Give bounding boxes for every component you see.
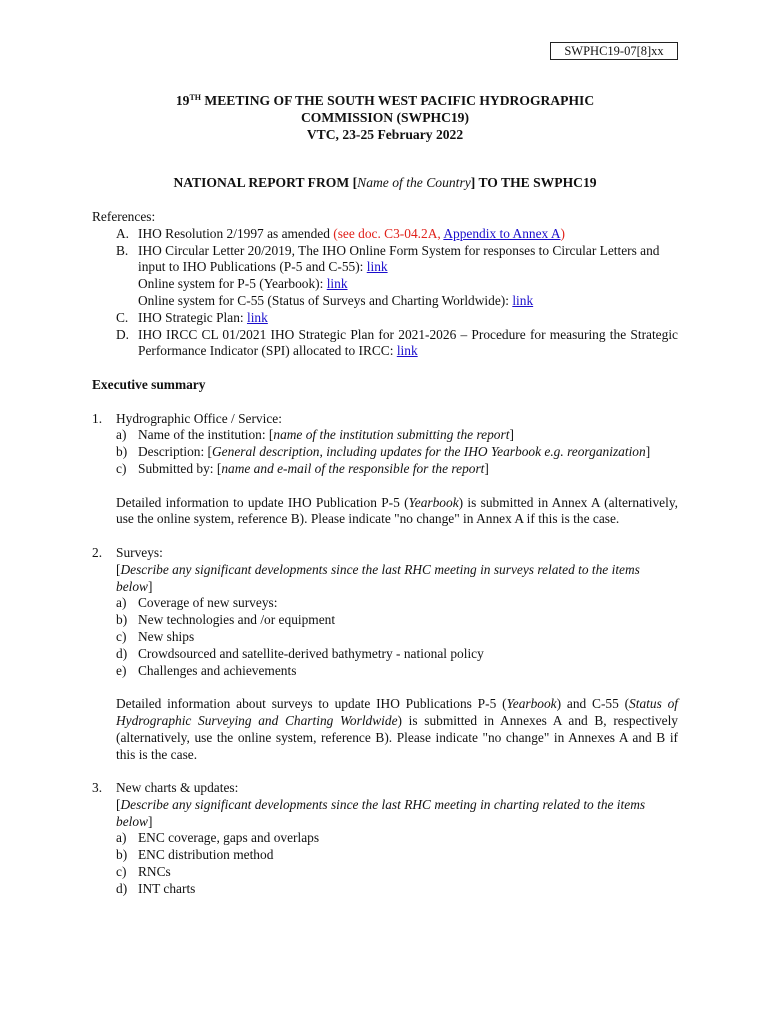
yearbook-title: Yearbook [506,696,557,712]
item-label: c) [116,460,127,476]
section-title: Hydrographic Office / Service: [116,410,282,426]
reference-label: B. [116,242,129,258]
item-text: Submitted by: [ [138,460,222,476]
item-label: b) [116,444,128,460]
item-label: e) [116,662,127,678]
section-2-note: [Describe any significant developments since the last RHC meeting in surveys related to the items below] [116,561,640,594]
list-item [92,663,678,680]
item-text: Challenges and achievements [138,662,297,678]
reference-a-note-close: ) [560,225,565,241]
circular-letter-link[interactable]: link [366,259,388,275]
item-text: INT charts [138,880,196,896]
document-reference: SWPHC19-07[8]xx [550,42,678,60]
item-text: Crowdsourced and satellite-derived bathymetry - national policy [138,645,484,661]
item-placeholder: name and e-mail of the responsible for the report [221,460,485,476]
list-item [92,646,678,663]
item-label: b) [116,612,128,628]
header-line-3: VTC, 23-25 February 2022 [306,127,464,142]
header-line-2: COMMISSION (SWPHC19) [300,110,470,125]
section-number: 3. [92,780,103,796]
list-item [92,612,678,629]
reference-b-text-block [138,243,678,277]
reference-a-text: IHO Resolution 2/1997 as amended [138,225,334,241]
c55-title: Status of Hydrographic Surveying and Charting Worldwide [116,696,678,728]
report-title [60,175,710,192]
list-item [92,595,678,612]
item-text: New technologies and /or equipment [138,612,336,628]
reference-d-text: IHO IRCC CL 01/2021 IHO Strategic Plan for 2021-2026 – Procedure for measuring the Strategic Performance Indicator (SPI) allocated to IRCC: [138,326,678,359]
list-item [92,864,678,881]
strategic-plan-link[interactable]: link [246,309,268,325]
reference-b [92,243,678,310]
p5-online-link[interactable]: link [326,276,348,292]
section-note: Describe any significant developments since the last RHC meeting in surveys related to the items below [116,561,640,594]
ircc-link[interactable]: link [396,343,418,359]
reference-label: C. [116,309,129,325]
item-bracket: ] [484,460,489,476]
item-label: c) [116,628,127,644]
section-1-title [92,411,678,428]
item-label: b) [116,847,128,863]
section-3-note: [Describe any significant developments since the last RHC meeting in charting related to the items below] [116,796,646,829]
item-label: a) [116,595,127,611]
item-label: d) [116,880,128,896]
reference-label: A. [116,225,130,241]
document-body [92,209,678,898]
section-1-item-b [92,444,678,461]
reference-a [92,226,678,243]
executive-summary-heading: Executive summary [92,376,206,392]
list-item [92,830,678,847]
item-label: a) [116,427,127,443]
item-placeholder: name of the institution submitting the report [273,427,510,443]
item-text: Coverage of new surveys: [138,595,278,611]
item-text: Description: [ [138,444,213,460]
appendix-link[interactable]: Appendix to Annex A [443,225,561,241]
c55-online-text: Online system for C-55 (Status of Surveys and Charting Worldwide): [138,292,513,308]
reference-a-note: (see doc. C3-04.2A, [333,225,444,241]
detail-text: ) is submitted in Annex A (alternatively, use the online system, reference B). Please indicate "no change" in Annex A if this is the case. [116,494,678,527]
item-text: Name of the institution: [ [138,427,274,443]
section-number: 2. [92,544,103,560]
reference-b-text: IHO Circular Letter 20/2019, The IHO Online Form System for responses to Circular Letters and input to IHO Publications (P-5 and C-55): [138,242,660,275]
section-1-item-c [92,461,678,478]
report-title-suffix: ] TO THE SWPHC19 [470,175,597,190]
list-item [92,629,678,646]
reference-b-line-3 [138,293,678,310]
p5-online-text: Online system for P-5 (Yearbook): [138,276,327,292]
detail-text: ) is submitted in Annexes A and B, respectively (alternatively, use the online system, reference B). Please indicate "no change" in Annexes A and B if this is the case. [116,712,679,762]
section-1-detail [92,495,678,529]
reference-c [92,310,678,327]
detail-text: ) and C-55 ( [556,696,630,712]
section-note: Describe any significant developments since the last RHC meeting in charting related to the items below [116,796,646,829]
country-placeholder: Name of the Country [357,175,471,190]
references-heading: References: [92,209,156,224]
c55-online-link[interactable]: link [512,292,534,308]
list-item [92,847,678,864]
reference-label: D. [116,326,130,342]
section-title: New charts & updates: [116,780,239,796]
section-number: 1. [92,410,103,426]
yearbook-title: Yearbook [408,494,459,510]
list-item [92,881,678,898]
item-placeholder: General description, including updates for the IHO Yearbook e.g. reorganization [212,444,646,460]
section-1-item-a [92,427,678,444]
meeting-header [60,92,710,143]
report-title-prefix: NATIONAL REPORT FROM [ [173,175,358,190]
section-title: Surveys: [116,544,163,560]
reference-b-line-2 [138,276,678,293]
item-text: ENC distribution method [138,847,274,863]
reference-c-text: IHO Strategic Plan: [138,309,247,325]
item-text: New ships [138,628,195,644]
header-ordinal: 19 [175,93,190,108]
header-ordinal-suffix: TH [189,93,201,102]
reference-d [92,327,678,361]
section-3-title [92,780,678,797]
item-bracket: ] [509,427,514,443]
header-line-1-text: MEETING OF THE SOUTH WEST PACIFIC HYDROGRAPHIC [201,93,595,108]
item-label: d) [116,645,128,661]
item-text: RNCs [138,864,171,880]
section-2-title [92,545,678,562]
item-label: c) [116,864,127,880]
detail-text: Detailed information about surveys to update IHO Publications P-5 ( [116,696,507,712]
header-line-1 [60,92,710,109]
item-label: a) [116,830,127,846]
section-2-detail [92,696,678,763]
item-text: ENC coverage, gaps and overlaps [138,830,320,846]
detail-text: Detailed information to update IHO Publication P-5 ( [116,494,409,510]
item-bracket: ] [645,444,651,460]
